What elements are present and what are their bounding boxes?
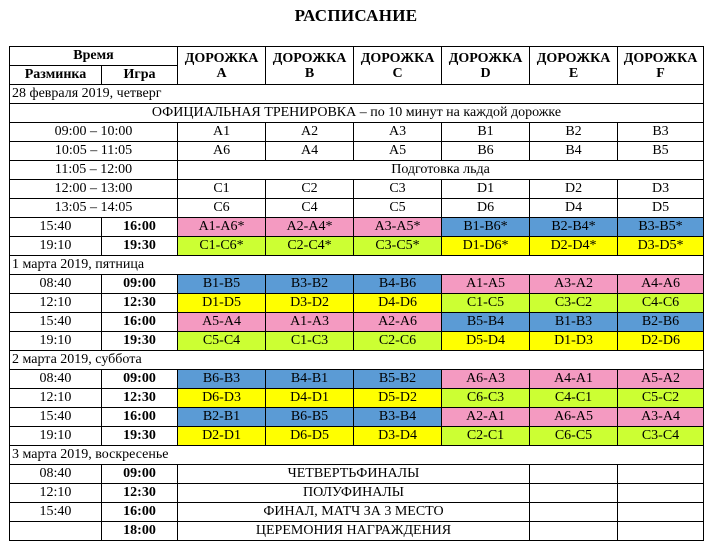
practice-cell: A2	[266, 123, 354, 142]
match-cell: C4-C1	[530, 389, 618, 408]
game-row	[10, 427, 704, 446]
match-cell: C2-C6	[354, 332, 442, 351]
match-cell: B2-B4*	[530, 218, 618, 237]
match-cell: D1-D5	[178, 294, 266, 313]
match-cell: A4-A6	[618, 275, 704, 294]
practice-cell: A1	[178, 123, 266, 142]
match-cell: A6-A5	[530, 408, 618, 427]
warmup-time: 15:40	[10, 408, 102, 427]
empty-cell	[618, 465, 704, 484]
practice-time: 13:05 – 14:05	[10, 199, 178, 218]
warmup-time: 12:10	[10, 294, 102, 313]
lane-header-d: ДОРОЖКА D	[442, 47, 530, 85]
match-cell: D3-D4	[354, 427, 442, 446]
warmup-time: 19:10	[10, 427, 102, 446]
match-cell: B3-B2	[266, 275, 354, 294]
practice-row	[10, 199, 704, 218]
game-row	[10, 389, 704, 408]
practice-row	[10, 180, 704, 199]
game-time: 19:30	[102, 332, 178, 351]
match-cell: B5-B4	[442, 313, 530, 332]
game-time: 09:00	[102, 465, 178, 484]
match-cell: D1-D3	[530, 332, 618, 351]
event-row	[10, 465, 704, 484]
game-row	[10, 408, 704, 427]
match-cell: B2-B1	[178, 408, 266, 427]
game-time: 09:00	[102, 370, 178, 389]
game-row	[10, 237, 704, 256]
warmup-time: 08:40	[10, 370, 102, 389]
game-time: 16:00	[102, 313, 178, 332]
game-time: 12:30	[102, 294, 178, 313]
match-cell: C3-C2	[530, 294, 618, 313]
empty-cell	[618, 522, 704, 541]
game-row	[10, 275, 704, 294]
game-time: 19:30	[102, 427, 178, 446]
match-cell: A4-A1	[530, 370, 618, 389]
practice-title: ОФИЦИАЛЬНАЯ ТРЕНИРОВКА – по 10 минут на каждой дорожке	[10, 104, 704, 123]
match-cell: C6-C3	[442, 389, 530, 408]
match-cell: D2-D1	[178, 427, 266, 446]
game-time: 16:00	[102, 503, 178, 522]
event-name: ПОЛУФИНАЛЫ	[178, 484, 530, 503]
practice-cell: B3	[618, 123, 704, 142]
match-cell: B1-B3	[530, 313, 618, 332]
game-row	[10, 294, 704, 313]
practice-cell: A3	[354, 123, 442, 142]
match-cell: B3-B5*	[618, 218, 704, 237]
warmup-time: 12:10	[10, 389, 102, 408]
day-date: 28 февраля 2019, четверг	[10, 85, 704, 104]
match-cell: D4-D6	[354, 294, 442, 313]
game-header: Игра	[102, 66, 178, 85]
date-row	[10, 446, 704, 465]
empty-cell	[618, 484, 704, 503]
lane-header-c: ДОРОЖКА C	[354, 47, 442, 85]
game-time: 12:30	[102, 389, 178, 408]
practice-cell: A5	[354, 142, 442, 161]
match-cell: B5-B2	[354, 370, 442, 389]
warmup-time	[10, 522, 102, 541]
event-name: ЧЕТВЕРТЬФИНАЛЫ	[178, 465, 530, 484]
page-title: РАСПИСАНИЕ	[294, 6, 418, 25]
match-cell: D6-D5	[266, 427, 354, 446]
warmup-header: Разминка	[10, 66, 102, 85]
match-cell: A3-A5*	[354, 218, 442, 237]
match-cell: C2-C4*	[266, 237, 354, 256]
empty-cell	[530, 503, 618, 522]
practice-cell: A6	[178, 142, 266, 161]
event-row	[10, 522, 704, 541]
match-cell: A2-A1	[442, 408, 530, 427]
match-cell: C5-C2	[618, 389, 704, 408]
match-cell: D5-D2	[354, 389, 442, 408]
empty-cell	[530, 465, 618, 484]
match-cell: B1-B6*	[442, 218, 530, 237]
practice-time: 09:00 – 10:00	[10, 123, 178, 142]
schedule-table	[9, 46, 704, 541]
match-cell: D5-D4	[442, 332, 530, 351]
practice-cell: D1	[442, 180, 530, 199]
match-cell: A5-A2	[618, 370, 704, 389]
empty-cell	[618, 503, 704, 522]
match-cell: C4-C6	[618, 294, 704, 313]
practice-cell: B6	[442, 142, 530, 161]
game-time: 18:00	[102, 522, 178, 541]
match-cell: A2-A6	[354, 313, 442, 332]
warmup-time: 15:40	[10, 218, 102, 237]
event-name: ЦЕРЕМОНИЯ НАГРАЖДЕНИЯ	[178, 522, 530, 541]
practice-cell: D3	[618, 180, 704, 199]
game-row	[10, 218, 704, 237]
practice-cell: C6	[178, 199, 266, 218]
match-cell: D3-D2	[266, 294, 354, 313]
date-row	[10, 256, 704, 275]
practice-time: 10:05 – 11:05	[10, 142, 178, 161]
practice-time: 11:05 – 12:00	[10, 161, 178, 180]
empty-cell	[530, 484, 618, 503]
match-cell: C1-C5	[442, 294, 530, 313]
warmup-time: 15:40	[10, 313, 102, 332]
match-cell: A1-A5	[442, 275, 530, 294]
warmup-time: 19:10	[10, 332, 102, 351]
match-cell: D1-D6*	[442, 237, 530, 256]
practice-cell: A4	[266, 142, 354, 161]
match-cell: D4-D1	[266, 389, 354, 408]
date-row	[10, 351, 704, 370]
time-header: Время	[10, 47, 178, 66]
practice-row	[10, 123, 704, 142]
game-time: 12:30	[102, 484, 178, 503]
game-time: 16:00	[102, 218, 178, 237]
match-cell: D2-D4*	[530, 237, 618, 256]
date-row	[10, 85, 704, 104]
practice-cell: B5	[618, 142, 704, 161]
practice-cell: C4	[266, 199, 354, 218]
match-cell: B3-B4	[354, 408, 442, 427]
match-cell: B4-B1	[266, 370, 354, 389]
match-cell: A1-A6*	[178, 218, 266, 237]
warmup-time: 08:40	[10, 275, 102, 294]
practice-title-row	[10, 104, 704, 123]
practice-time: 12:00 – 13:00	[10, 180, 178, 199]
game-time: 19:30	[102, 237, 178, 256]
game-row	[10, 370, 704, 389]
practice-cell: B2	[530, 123, 618, 142]
lane-header-a: ДОРОЖКА A	[178, 47, 266, 85]
match-cell: C3-C5*	[354, 237, 442, 256]
match-cell: D3-D5*	[618, 237, 704, 256]
match-cell: C1-C3	[266, 332, 354, 351]
match-cell: A3-A2	[530, 275, 618, 294]
practice-cell: D6	[442, 199, 530, 218]
practice-row	[10, 142, 704, 161]
practice-note: Подготовка льда	[178, 161, 704, 180]
warmup-time: 12:10	[10, 484, 102, 503]
match-cell: C2-C1	[442, 427, 530, 446]
match-cell: B4-B6	[354, 275, 442, 294]
match-cell: D2-D6	[618, 332, 704, 351]
practice-cell: C1	[178, 180, 266, 199]
practice-cell: D2	[530, 180, 618, 199]
event-name: ФИНАЛ, МАТЧ ЗА 3 МЕСТО	[178, 503, 530, 522]
practice-cell: B1	[442, 123, 530, 142]
event-row	[10, 503, 704, 522]
practice-cell: C5	[354, 199, 442, 218]
day-date: 2 марта 2019, суббота	[10, 351, 704, 370]
match-cell: B1-B5	[178, 275, 266, 294]
day-date: 3 марта 2019, воскресенье	[10, 446, 704, 465]
lane-header-e: ДОРОЖКА E	[530, 47, 618, 85]
match-cell: A5-A4	[178, 313, 266, 332]
practice-cell: C2	[266, 180, 354, 199]
warmup-time: 19:10	[10, 237, 102, 256]
practice-cell: D5	[618, 199, 704, 218]
game-time: 09:00	[102, 275, 178, 294]
warmup-time: 15:40	[10, 503, 102, 522]
match-cell: B6-B5	[266, 408, 354, 427]
match-cell: C3-C4	[618, 427, 704, 446]
match-cell: B2-B6	[618, 313, 704, 332]
event-row	[10, 484, 704, 503]
day-date: 1 марта 2019, пятница	[10, 256, 704, 275]
practice-cell: D4	[530, 199, 618, 218]
lane-header-f: ДОРОЖКА F	[618, 47, 704, 85]
match-cell: D6-D3	[178, 389, 266, 408]
match-cell: C5-C4	[178, 332, 266, 351]
practice-row	[10, 161, 704, 180]
game-row	[10, 332, 704, 351]
match-cell: C6-C5	[530, 427, 618, 446]
match-cell: B6-B3	[178, 370, 266, 389]
practice-cell: B4	[530, 142, 618, 161]
match-cell: C1-C6*	[178, 237, 266, 256]
warmup-time: 08:40	[10, 465, 102, 484]
match-cell: A3-A4	[618, 408, 704, 427]
game-time: 16:00	[102, 408, 178, 427]
practice-cell: C3	[354, 180, 442, 199]
lane-header-b: ДОРОЖКА B	[266, 47, 354, 85]
empty-cell	[530, 522, 618, 541]
match-cell: A6-A3	[442, 370, 530, 389]
game-row	[10, 313, 704, 332]
match-cell: A2-A4*	[266, 218, 354, 237]
match-cell: A1-A3	[266, 313, 354, 332]
